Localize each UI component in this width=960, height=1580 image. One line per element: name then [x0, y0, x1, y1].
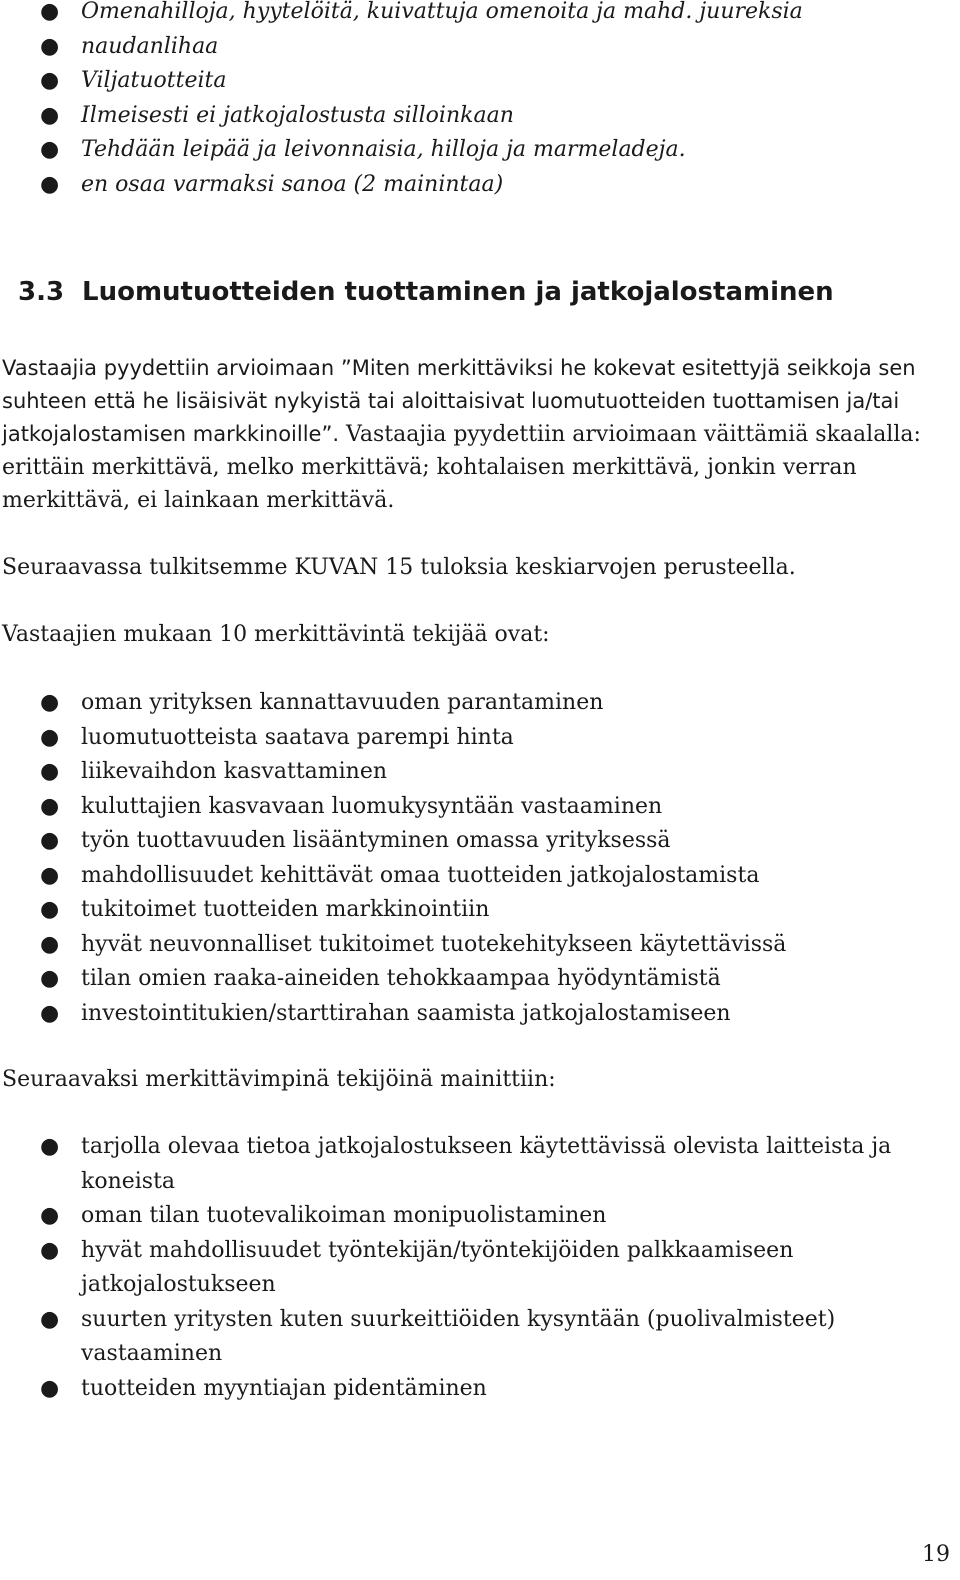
list-item: ● hyvät neuvonnalliset tukitoimet tuotekehitykseen käytettävissä	[0, 928, 941, 963]
bullet-icon: ●	[40, 1375, 60, 1401]
bullet-icon: ●	[40, 966, 60, 991]
bullet-icon: ●	[40, 897, 60, 922]
list-item: ● oman yrityksen kannattavuuden parantaminen	[0, 686, 941, 721]
bullet-icon: ●	[40, 690, 60, 715]
bullet-icon: ●	[40, 1306, 60, 1332]
list-item: ● hyvät mahdollisuudet työntekijän/työntekijöiden palkkaamiseen jatkojalostukseen	[0, 1234, 941, 1303]
list-item: ● Ilmeisesti ei jatkojalostusta silloinkaan	[0, 99, 941, 134]
intro-paragraph	[2, 352, 942, 517]
list-item: ● työn tuottavuuden lisääntyminen omassa yrityksessä	[0, 824, 941, 859]
bullet-icon: ●	[40, 1000, 60, 1026]
section-heading	[18, 274, 834, 310]
bullet-icon: ●	[40, 793, 60, 819]
bullet-icon: ●	[40, 931, 60, 957]
bullet-icon: ●	[40, 759, 60, 784]
bullet-icon: ●	[40, 724, 60, 750]
intro-question-text: Vastaajia pyydettiin arvioimaan ”Miten merkittäviksi he kokevat esitettyjä seikkoja sen suhteen että he lisäisivät nykyistä tai aloittaisivat luomutuotteiden tuottamisen ja/tai jatkojalostamisen markkinoille”.	[2, 356, 916, 446]
list-item: ● en osaa varmaksi sanoa (2 mainintaa)	[0, 168, 941, 203]
list-item: ● Viljatuotteita	[0, 64, 941, 99]
bullet-icon: ●	[40, 1237, 60, 1263]
next-factors-intro: Seuraavaksi merkittävimpinä tekijöinä mainittiin:	[2, 1067, 556, 1092]
bullet-icon: ●	[40, 1134, 60, 1159]
list-item: ● investointitukien/starttirahan saamista jatkojalostamiseen	[0, 997, 941, 1032]
list-item: ● oman tilan tuotevalikoiman monipuolistaminen	[0, 1199, 941, 1234]
bullet-icon: ●	[40, 862, 60, 888]
list-item: ● tukitoimet tuotteiden markkinointiin	[0, 893, 941, 928]
page-number: 19	[922, 1542, 950, 1567]
product-list	[0, 0, 941, 202]
list-item: ● liikevaihdon kasvattaminen	[0, 755, 941, 790]
top-factors-list	[0, 686, 941, 1031]
list-item: ● Omenahilloja, hyytelöitä, kuivattuja omenoita ja mahd. juureksia	[0, 0, 941, 30]
bullet-icon: ●	[40, 68, 60, 93]
list-item: ● mahdollisuudet kehittävät omaa tuotteiden jatkojalostamista	[0, 859, 941, 894]
bullet-icon: ●	[40, 1203, 60, 1228]
section-title: Luomutuotteiden tuottaminen ja jatkojalostaminen	[82, 277, 834, 307]
list-item: ● kuluttajien kasvavaan luomukysyntään vastaaminen	[0, 790, 941, 825]
bullet-icon: ●	[40, 102, 60, 128]
section-number: 3.3	[18, 277, 65, 307]
list-item: ● tarjolla olevaa tietoa jatkojalostukseen käytettävissä olevista laitteista ja koneista	[0, 1130, 941, 1199]
results-paragraph: Seuraavassa tulkitsemme KUVAN 15 tuloksia keskiarvojen perusteella.	[2, 555, 796, 580]
list-item: ● tuotteiden myyntiajan pidentäminen	[0, 1372, 941, 1407]
list-item: ● tilan omien raaka-aineiden tehokkaampaa hyödyntämistä	[0, 962, 941, 997]
bullet-icon: ●	[40, 0, 60, 24]
next-factors-list	[0, 1130, 941, 1406]
top-factors-intro: Vastaajien mukaan 10 merkittävintä tekijää ovat:	[2, 622, 550, 647]
list-item: ● suurten yritysten kuten suurkeittiöiden kysyntään (puolivalmisteet) vastaaminen	[0, 1303, 941, 1372]
bullet-icon: ●	[40, 33, 60, 59]
list-item: ● naudanlihaa	[0, 30, 941, 65]
list-item: ● luomutuotteista saatava parempi hinta	[0, 721, 941, 756]
list-item: ● Tehdään leipää ja leivonnaisia, hilloja ja marmeladeja.	[0, 133, 941, 168]
bullet-icon: ●	[40, 137, 60, 162]
intro-scale-text: Vastaajia pyydettiin arvioimaan väittämiä skaalalla: erittäin merkittävä, melko merkittävä; kohtalaisen merkittävä, jonkin verran merkittävä, ei lainkaan merkittävä.	[2, 422, 921, 513]
bullet-icon: ●	[40, 171, 60, 197]
bullet-icon: ●	[40, 828, 60, 853]
